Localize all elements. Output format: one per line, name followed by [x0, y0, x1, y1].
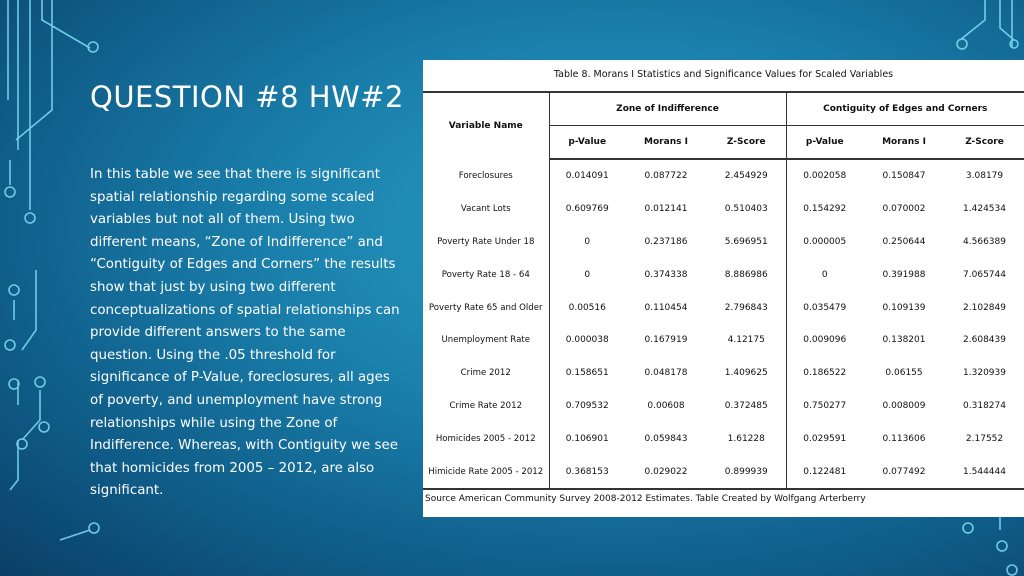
value-cell: 0.391988 — [882, 269, 926, 280]
variable-name-header: Variable Name — [423, 92, 549, 159]
subheader-p-value: p-Value — [549, 126, 625, 160]
value-cell: 0.035479 — [803, 302, 847, 313]
value-cell: 0.154292 — [803, 204, 847, 215]
value-cell: 0.000005 — [803, 236, 847, 247]
value-cell: 1.544444 — [945, 455, 1024, 489]
slide-title: QUESTION #8 HW#2 — [90, 80, 404, 114]
variable-name-cell: Vacant Lots — [423, 193, 549, 226]
group-header-contiguity: Contiguity of Edges and Corners — [786, 92, 1024, 126]
table-row — [423, 159, 1024, 193]
table-row — [423, 357, 1024, 390]
value-cell: 0.158651 — [565, 368, 609, 379]
subheader-z-score: Z-Score — [945, 126, 1024, 160]
value-cell: 0.374338 — [644, 269, 688, 280]
value-cell: 0.008009 — [882, 400, 926, 411]
value-cell: 0.029022 — [625, 455, 707, 489]
value-cell: 1.320939 — [963, 368, 1006, 379]
value-cell: 0.138201 — [882, 335, 926, 346]
value-cell: 0.012141 — [644, 204, 688, 215]
value-cell: 2.17552 — [965, 433, 1004, 444]
variable-name-cell: Poverty Rate Under 18 — [423, 226, 549, 259]
value-cell: 7.065744 — [963, 269, 1006, 280]
value-cell: 0.113606 — [882, 433, 926, 444]
value-cell: 0.109139 — [882, 302, 926, 313]
slide-body-text: In this table we see that there is significant spatial relationship regarding some scaled variables but not all of them. Using two different means, “Zone of Indifference” and “Contiguity of Edges and Corners” the results show that just by using two different conceptualizations of spatial relationships can provide different answers to the same question. Using the .05 threshold for significance of P-Value, foreclosures, all ages of poverty, and unemployment have strong relationships while using the Zone of Indifference. Whereas, with Contiguity we see that homicides from 2005 – 2012, are also significant. — [90, 167, 400, 499]
value-cell: 1.424534 — [963, 204, 1006, 215]
value-cell: 3.08179 — [965, 171, 1004, 182]
value-cell: 1.61228 — [707, 422, 786, 455]
value-cell: 0.06155 — [885, 368, 923, 379]
value-cell: 0.110454 — [644, 302, 688, 313]
table-row — [423, 226, 1024, 259]
value-cell: 0.250644 — [882, 236, 926, 247]
value-cell: 0.048178 — [644, 368, 688, 379]
value-cell: 2.454929 — [707, 159, 786, 193]
value-cell: 2.608439 — [963, 335, 1006, 346]
value-cell: 1.409625 — [707, 357, 786, 390]
value-cell: 0.00516 — [568, 302, 606, 313]
variable-name-cell: Foreclosures — [423, 159, 549, 193]
subheader-z-score: Z-Score — [707, 126, 786, 160]
value-cell: 0.014091 — [565, 171, 609, 182]
subheader-morans-i: Morans I — [625, 126, 707, 160]
variable-name-cell: Homicides 2005 - 2012 — [423, 422, 549, 455]
value-cell: 0.167919 — [644, 335, 688, 346]
value-cell: 0.002058 — [803, 171, 847, 182]
value-cell: 2.796843 — [707, 291, 786, 324]
table-row — [423, 258, 1024, 291]
value-cell: 0.150847 — [882, 171, 926, 182]
value-cell: 0.709532 — [565, 400, 609, 411]
value-cell: 0 — [584, 269, 591, 280]
value-cell: 0.00608 — [647, 400, 685, 411]
value-cell: 0.059843 — [644, 433, 688, 444]
value-cell: 0.029591 — [803, 433, 847, 444]
table-source: Source American Community Survey 2008-2012 Estimates. Table Created by Wolfgang Arterberry — [425, 494, 866, 504]
group-header-zone: Zone of Indifference — [549, 92, 786, 126]
table-panel — [423, 60, 1024, 517]
subheader-p-value: p-Value — [786, 126, 863, 160]
variable-name-cell: Crime 2012 — [423, 357, 549, 390]
value-cell: 4.566389 — [963, 236, 1006, 247]
table-caption: Table 8. Morans I Statistics and Significance Values for Scaled Variables — [553, 69, 894, 80]
value-cell: 0.368153 — [549, 455, 625, 489]
variable-name-cell: Crime Rate 2012 — [423, 390, 549, 423]
value-cell: 0.077492 — [863, 455, 945, 489]
variable-name-cell: Poverty Rate 18 - 64 — [423, 258, 549, 291]
value-cell: 0 — [821, 269, 828, 280]
value-cell: 5.696951 — [707, 226, 786, 259]
variable-name-cell: Unemployment Rate — [423, 324, 549, 357]
value-cell: 0.510403 — [707, 193, 786, 226]
table-row — [423, 324, 1024, 357]
value-cell: 2.102849 — [963, 302, 1006, 313]
variable-name-cell: Himicide Rate 2005 - 2012 — [423, 455, 549, 489]
subheader-morans-i: Morans I — [863, 126, 945, 160]
table-row — [423, 291, 1024, 324]
value-cell: 0.122481 — [786, 455, 863, 489]
table-row — [423, 390, 1024, 423]
table-body — [423, 159, 1024, 489]
value-cell: 8.886986 — [707, 258, 786, 291]
table-row — [423, 422, 1024, 455]
value-cell: 4.12175 — [707, 324, 786, 357]
value-cell: 0.899939 — [707, 455, 786, 489]
table-row — [423, 455, 1024, 489]
value-cell: 0.750277 — [803, 400, 847, 411]
value-cell: 0 — [584, 236, 591, 247]
value-cell: 0.070002 — [882, 204, 926, 215]
value-cell: 0.106901 — [565, 433, 609, 444]
value-cell: 0.000038 — [565, 335, 609, 346]
value-cell: 0.087722 — [644, 171, 688, 182]
value-cell: 0.186522 — [803, 368, 847, 379]
value-cell: 0.009096 — [803, 335, 847, 346]
value-cell: 0.609769 — [565, 204, 609, 215]
variable-name-cell: Poverty Rate 65 and Older — [423, 291, 549, 324]
value-cell: 0.237186 — [644, 236, 688, 247]
morans-table — [423, 91, 1024, 490]
value-cell: 0.318274 — [963, 400, 1006, 411]
value-cell: 0.372485 — [707, 390, 786, 423]
table-row — [423, 193, 1024, 226]
